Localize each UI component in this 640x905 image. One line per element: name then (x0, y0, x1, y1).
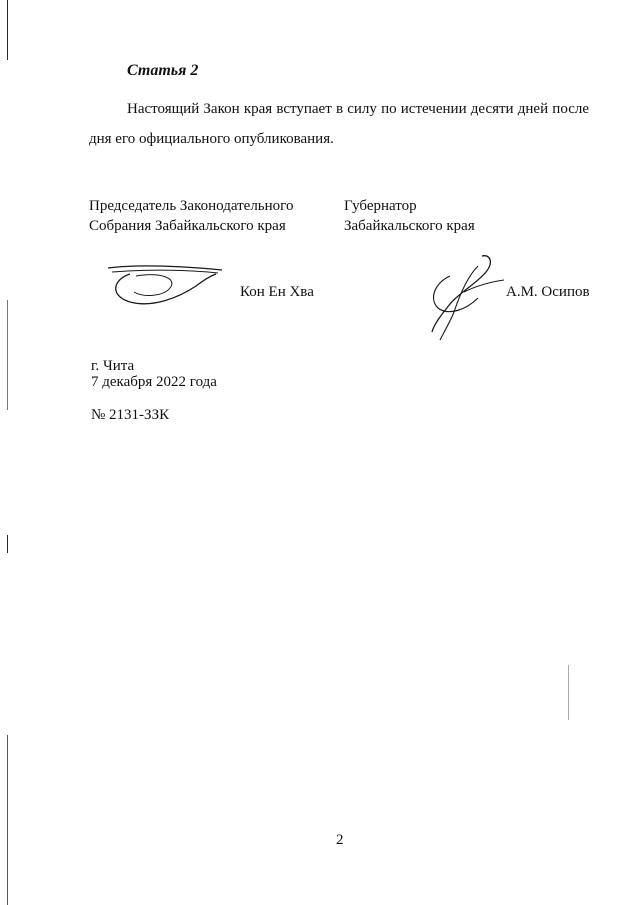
page-number: 2 (336, 832, 344, 848)
article-title: Статья 2 (127, 62, 199, 79)
right-signatory-name: А.М. Осипов (506, 284, 590, 300)
scan-edge-line (568, 665, 569, 720)
signing-date: 7 декабря 2022 года (91, 374, 217, 390)
right-signatory-title-line1: Губернатор (344, 198, 417, 214)
right-signatory-title-line2: Забайкальского края (344, 218, 475, 234)
right-signatory-title (344, 196, 475, 236)
right-signature-image (420, 252, 510, 344)
left-signatory-title-line1: Председатель Законодательного (89, 198, 294, 214)
left-signatory-title-line2: Собрания Забайкальского края (89, 218, 286, 234)
law-number: № 2131-ЗЗК (91, 407, 170, 423)
scan-edge-line (7, 300, 8, 410)
scan-edge-line (7, 535, 8, 553)
left-signatory-title (89, 196, 293, 236)
left-signatory-name: Кон Ен Хва (240, 284, 314, 300)
scan-edge-line (7, 735, 8, 905)
scan-edge-line (7, 0, 8, 60)
signing-place: г. Чита (91, 358, 135, 374)
left-signature-image (100, 258, 230, 310)
article-text: Настоящий Закон края вступает в силу по истечении десяти дней после дня его официального опубликования. (89, 101, 589, 147)
